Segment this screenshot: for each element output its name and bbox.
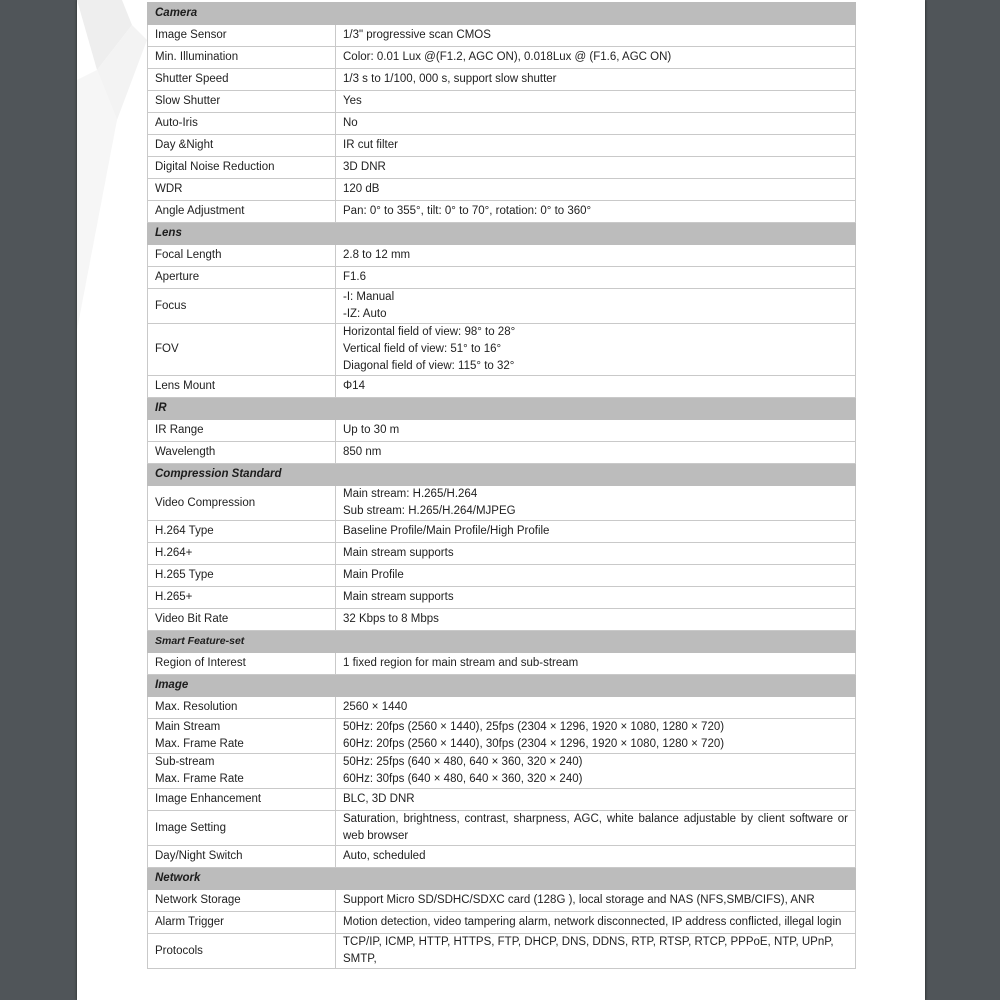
spec-value-line: Diagonal field of view: 115° to 32° bbox=[343, 360, 515, 372]
spec-value-line: Support Micro SD/SDHC/SDXC card (128G ), local storage and NAS (NFS,SMB/CIFS), ANR bbox=[343, 894, 815, 906]
spec-table bbox=[147, 2, 856, 969]
spec-label bbox=[148, 789, 336, 811]
spec-label-line: Video Compression bbox=[155, 496, 256, 509]
spec-row-main-stream-max-frame-rate bbox=[148, 719, 856, 754]
spec-value bbox=[336, 25, 856, 47]
spec-value-line: 50Hz: 25fps (640 × 480, 640 × 360, 320 × 240) bbox=[343, 756, 583, 768]
spec-value bbox=[336, 376, 856, 398]
spec-row-aperture bbox=[148, 267, 856, 289]
spec-value bbox=[336, 47, 856, 69]
section-header-ir bbox=[148, 398, 856, 420]
spec-value-line: Vertical field of view: 51° to 16° bbox=[343, 343, 502, 355]
spec-row-wavelength bbox=[148, 442, 856, 464]
spec-row-max-resolution bbox=[148, 697, 856, 719]
spec-label bbox=[148, 157, 336, 179]
section-header-lens bbox=[148, 223, 856, 245]
spec-row-network-storage bbox=[148, 890, 856, 912]
spec-value-line: Pan: 0° to 355°, tilt: 0° to 70°, rotation: 0° to 360° bbox=[343, 205, 592, 217]
spec-row-fov bbox=[148, 324, 856, 376]
spec-label bbox=[148, 135, 336, 157]
spec-label-line: Lens Mount bbox=[155, 380, 216, 392]
spec-value-line: 3D DNR bbox=[343, 161, 386, 173]
spec-row-protocols bbox=[148, 934, 856, 969]
spec-label-line: H.265 Type bbox=[155, 569, 214, 581]
spec-label-line: Alarm Trigger bbox=[155, 916, 225, 928]
spec-label-line: Region of Interest bbox=[155, 657, 246, 669]
spec-label bbox=[148, 543, 336, 565]
spec-value-line: 120 dB bbox=[343, 183, 380, 195]
spec-label-line: Auto-Iris bbox=[155, 117, 198, 129]
spec-label bbox=[148, 890, 336, 912]
spec-row-shutter-speed bbox=[148, 69, 856, 91]
spec-row-image-setting bbox=[148, 811, 856, 846]
spec-label-line: Angle Adjustment bbox=[155, 205, 245, 217]
spec-label bbox=[148, 442, 336, 464]
spec-label-line: Aperture bbox=[155, 271, 200, 283]
spec-label-line: WDR bbox=[155, 183, 183, 195]
spec-label-line: Wavelength bbox=[155, 446, 216, 458]
spec-value-line: Φ14 bbox=[343, 380, 365, 392]
spec-label-line: Shutter Speed bbox=[155, 73, 229, 85]
spec-row-h-264-type bbox=[148, 521, 856, 543]
spec-label-line: FOV bbox=[155, 343, 179, 355]
spec-value bbox=[336, 846, 856, 868]
spec-label bbox=[148, 587, 336, 609]
spec-label-line: Network Storage bbox=[155, 894, 241, 906]
spec-value-line: 2560 × 1440 bbox=[343, 701, 408, 713]
section-title: Lens bbox=[148, 223, 856, 245]
spec-value bbox=[336, 789, 856, 811]
spec-value bbox=[336, 442, 856, 464]
spec-label-line: Max. Frame Rate bbox=[155, 738, 244, 750]
spec-value bbox=[336, 113, 856, 135]
spec-value-line: Main stream supports bbox=[343, 547, 454, 559]
spec-row-region-of-interest bbox=[148, 653, 856, 675]
spec-label-line: Protocols bbox=[155, 944, 203, 957]
spec-value-line: 32 Kbps to 8 Mbps bbox=[343, 613, 439, 625]
spec-label-line: H.264 Type bbox=[155, 525, 214, 537]
spec-label-line: Main Stream bbox=[155, 721, 221, 733]
spec-value bbox=[336, 69, 856, 91]
spec-label bbox=[148, 653, 336, 675]
spec-value bbox=[336, 289, 856, 324]
spec-label-line: Image Setting bbox=[155, 821, 226, 834]
spec-value bbox=[336, 697, 856, 719]
spec-label-line: Min. Illumination bbox=[155, 51, 239, 63]
spec-value-line: 50Hz: 20fps (2560 × 1440), 25fps (2304 × 1296, 1920 × 1080, 1280 × 720) bbox=[343, 721, 725, 733]
spec-value bbox=[336, 135, 856, 157]
spec-value-line: 1/3 s to 1/100, 000 s, support slow shutter bbox=[343, 73, 557, 85]
spec-label bbox=[148, 91, 336, 113]
spec-value bbox=[336, 324, 856, 376]
spec-value bbox=[336, 912, 856, 934]
spec-label bbox=[148, 846, 336, 868]
spec-label bbox=[148, 324, 336, 376]
spec-value bbox=[336, 543, 856, 565]
spec-row-h-264 bbox=[148, 543, 856, 565]
spec-value-line: Auto, scheduled bbox=[343, 850, 426, 862]
spec-label bbox=[148, 521, 336, 543]
spec-label bbox=[148, 113, 336, 135]
spec-label-line: Focus bbox=[155, 299, 187, 312]
spec-row-auto-iris bbox=[148, 113, 856, 135]
spec-row-h-265 bbox=[148, 587, 856, 609]
section-header-camera bbox=[148, 3, 856, 25]
spec-value bbox=[336, 811, 856, 846]
spec-value-line: Main stream: H.265/H.264 bbox=[343, 488, 478, 500]
spec-value bbox=[336, 420, 856, 442]
section-title: IR bbox=[148, 398, 856, 420]
spec-label bbox=[148, 609, 336, 631]
watermark-logo-icon bbox=[77, 0, 147, 330]
spec-value bbox=[336, 486, 856, 521]
spec-label bbox=[148, 289, 336, 324]
section-header-image bbox=[148, 675, 856, 697]
section-title: Camera bbox=[148, 3, 856, 25]
spec-value-line: Sub stream: H.265/H.264/MJPEG bbox=[343, 505, 516, 517]
spec-label-line: Day/Night Switch bbox=[155, 850, 243, 862]
spec-row-digital-noise-reduction bbox=[148, 157, 856, 179]
spec-label bbox=[148, 719, 336, 754]
spec-label-line: Video Bit Rate bbox=[155, 613, 229, 625]
spec-row-video-bit-rate bbox=[148, 609, 856, 631]
spec-value bbox=[336, 521, 856, 543]
spec-value bbox=[336, 565, 856, 587]
spec-label bbox=[148, 912, 336, 934]
spec-value-line: Motion detection, video tampering alarm, network disconnected, IP address conflicted, illegal login bbox=[343, 916, 842, 928]
spec-value bbox=[336, 934, 856, 969]
spec-label-line: Max. Frame Rate bbox=[155, 773, 244, 785]
spec-row-min-illumination bbox=[148, 47, 856, 69]
spec-value-line: Horizontal field of view: 98° to 28° bbox=[343, 326, 516, 338]
spec-label-line: Image Sensor bbox=[155, 29, 227, 41]
section-title: Smart Feature-set bbox=[148, 631, 856, 653]
spec-label bbox=[148, 811, 336, 846]
spec-value bbox=[336, 609, 856, 631]
spec-label bbox=[148, 69, 336, 91]
spec-row-day-night bbox=[148, 135, 856, 157]
spec-label bbox=[148, 420, 336, 442]
section-header-compression-standard bbox=[148, 464, 856, 486]
spec-label-line: H.264+ bbox=[155, 547, 193, 559]
spec-label bbox=[148, 179, 336, 201]
spec-label-line: H.265+ bbox=[155, 591, 193, 603]
document-page bbox=[77, 0, 925, 1000]
spec-value-line: F1.6 bbox=[343, 271, 367, 283]
spec-value-line: Main Profile bbox=[343, 569, 404, 581]
spec-value-line: 1 fixed region for main stream and sub-stream bbox=[343, 657, 579, 669]
spec-value bbox=[336, 653, 856, 675]
spec-label-line: Sub-stream bbox=[155, 756, 215, 768]
spec-value-line: Up to 30 m bbox=[343, 424, 400, 436]
spec-value-line: 2.8 to 12 mm bbox=[343, 249, 411, 261]
spec-row-angle-adjustment bbox=[148, 201, 856, 223]
spec-value bbox=[336, 201, 856, 223]
spec-row-focal-length bbox=[148, 245, 856, 267]
spec-value bbox=[336, 179, 856, 201]
spec-label bbox=[148, 47, 336, 69]
section-header-network bbox=[148, 868, 856, 890]
spec-label-line: Slow Shutter bbox=[155, 95, 221, 107]
spec-label-line: Day &Night bbox=[155, 139, 214, 151]
spec-label bbox=[148, 267, 336, 289]
spec-value-line: No bbox=[343, 117, 358, 129]
spec-value bbox=[336, 719, 856, 754]
spec-value-line: Yes bbox=[343, 95, 362, 107]
spec-label-line: Max. Resolution bbox=[155, 701, 238, 713]
spec-row-h-265-type bbox=[148, 565, 856, 587]
spec-value-line: 60Hz: 30fps (640 × 480, 640 × 360, 320 × 240) bbox=[343, 773, 583, 785]
spec-value bbox=[336, 754, 856, 789]
spec-label bbox=[148, 486, 336, 521]
spec-row-ir-range bbox=[148, 420, 856, 442]
spec-value-line: 1/3" progressive scan CMOS bbox=[343, 29, 491, 41]
spec-value-line: 60Hz: 20fps (2560 × 1440), 30fps (2304 × 1296, 1920 × 1080, 1280 × 720) bbox=[343, 738, 725, 750]
spec-row-image-sensor bbox=[148, 25, 856, 47]
spec-row-alarm-trigger bbox=[148, 912, 856, 934]
spec-value bbox=[336, 245, 856, 267]
section-title: Image bbox=[148, 675, 856, 697]
spec-label bbox=[148, 934, 336, 969]
spec-value bbox=[336, 91, 856, 113]
spec-value bbox=[336, 890, 856, 912]
spec-value-line: Baseline Profile/Main Profile/High Profile bbox=[343, 525, 550, 537]
spec-label bbox=[148, 25, 336, 47]
spec-value bbox=[336, 157, 856, 179]
spec-row-image-enhancement bbox=[148, 789, 856, 811]
spec-label bbox=[148, 201, 336, 223]
spec-value-line: BLC, 3D DNR bbox=[343, 793, 415, 805]
spec-value bbox=[336, 587, 856, 609]
spec-value-line: 850 nm bbox=[343, 446, 382, 458]
spec-row-focus bbox=[148, 289, 856, 324]
spec-row-wdr bbox=[148, 179, 856, 201]
spec-value-line: IR cut filter bbox=[343, 139, 398, 151]
section-header-smart-feature-set bbox=[148, 631, 856, 653]
spec-label bbox=[148, 245, 336, 267]
spec-label-line: Digital Noise Reduction bbox=[155, 161, 275, 173]
spec-value-line: -IZ: Auto bbox=[343, 308, 387, 320]
section-title: Compression Standard bbox=[148, 464, 856, 486]
spec-label-line: Image Enhancement bbox=[155, 793, 262, 805]
spec-value bbox=[336, 267, 856, 289]
spec-label-line: Focal Length bbox=[155, 249, 222, 261]
spec-row-video-compression bbox=[148, 486, 856, 521]
spec-row-day-night-switch bbox=[148, 846, 856, 868]
spec-label bbox=[148, 697, 336, 719]
spec-label-line: IR Range bbox=[155, 424, 204, 436]
spec-row-lens-mount bbox=[148, 376, 856, 398]
spec-label bbox=[148, 565, 336, 587]
spec-value-line: TCP/IP, ICMP, HTTP, HTTPS, FTP, DHCP, DNS, DDNS, RTP, RTSP, RTCP, PPPoE, NTP, UPnP, SMTP, bbox=[343, 936, 834, 965]
spec-value-line: Main stream supports bbox=[343, 591, 454, 603]
spec-label bbox=[148, 376, 336, 398]
spec-value-line: Color: 0.01 Lux @(F1.2, AGC ON), 0.018Lux @ (F1.6, AGC ON) bbox=[343, 51, 672, 63]
spec-label bbox=[148, 754, 336, 789]
spec-value-line: Saturation, brightness, contrast, sharpness, AGC, white balance adjustable by client software or web browser bbox=[343, 813, 849, 842]
spec-value-line: -I: Manual bbox=[343, 291, 395, 303]
section-title: Network bbox=[148, 868, 856, 890]
spec-row-slow-shutter bbox=[148, 91, 856, 113]
spec-row-sub-stream-max-frame-rate bbox=[148, 754, 856, 789]
